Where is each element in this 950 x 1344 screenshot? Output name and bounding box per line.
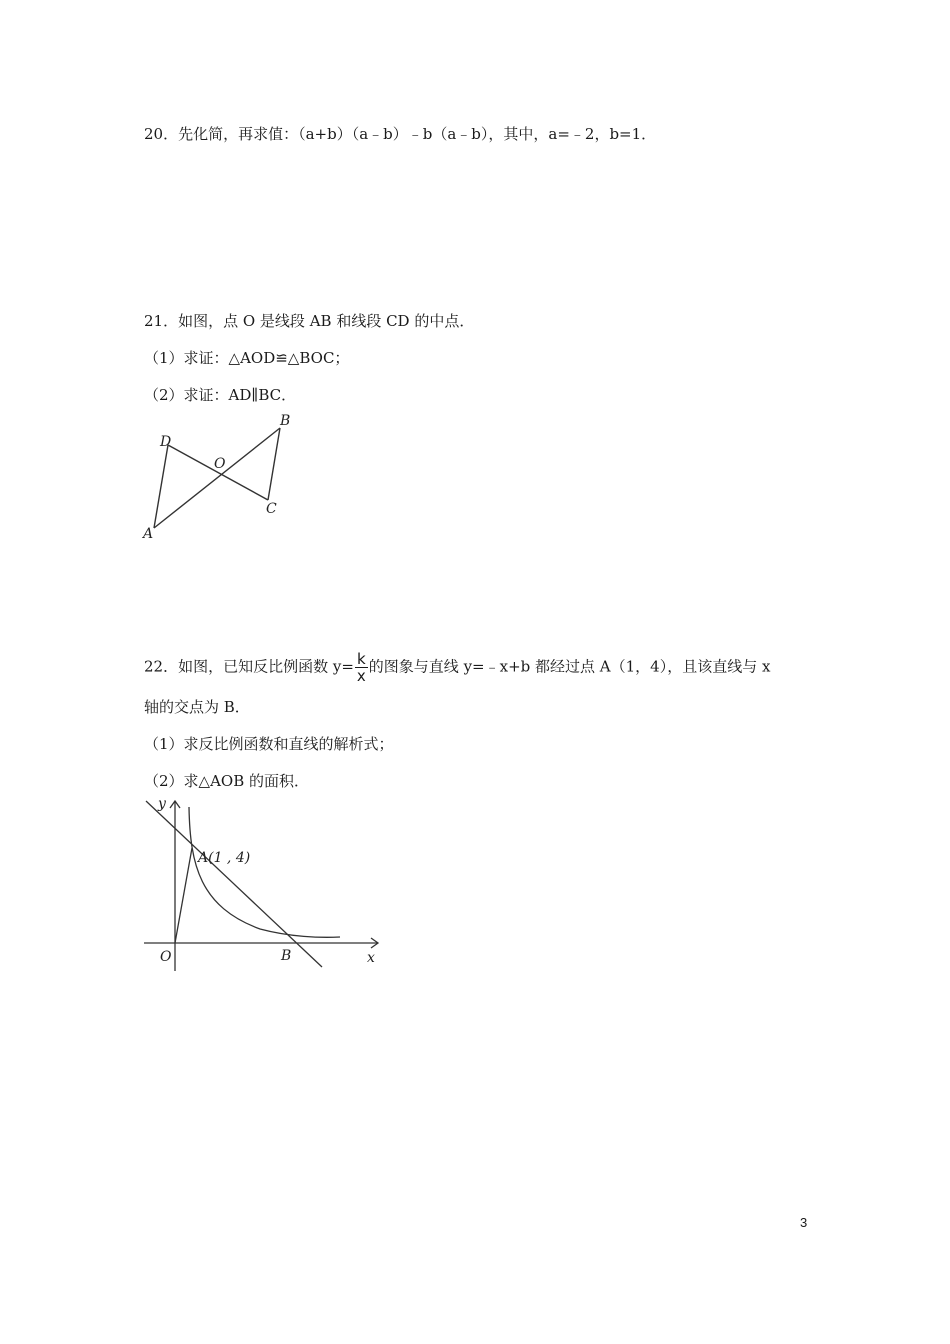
q22-part1: （1）求反比例函数和直线的解析式； — [144, 735, 394, 753]
q22-stem-line1 — [144, 651, 770, 684]
label-x: x — [367, 950, 375, 966]
label-b: B — [280, 413, 291, 429]
q21-figure — [140, 405, 310, 545]
q22-stem-after: 的图象与直线 y=﹣x+b 都经过点 A（1，4），且该直线与 x — [368, 657, 771, 676]
hyperbola-curve — [189, 807, 340, 937]
q20-text: 20．先化简，再求值：（a+b）（a﹣b）﹣b（a﹣b），其中，a=﹣2，b=1． — [144, 125, 657, 143]
label-d: D — [160, 434, 172, 450]
segment-ab — [154, 428, 280, 528]
label-b-point: B — [281, 948, 292, 964]
q21-stem: 21．如图，点 O 是线段 AB 和线段 CD 的中点． — [144, 312, 475, 330]
q22-stem-before: 22．如图，已知反比例函数 y= — [144, 657, 354, 676]
page-number: 3 — [800, 1215, 808, 1230]
q22-part2: （2）求△AOB 的面积． — [144, 772, 310, 790]
line-y-neg-x-plus-b — [146, 801, 322, 967]
label-o: O — [214, 456, 226, 472]
segment-oa — [175, 848, 192, 943]
label-origin: O — [160, 949, 172, 965]
q22-figure — [140, 795, 385, 975]
q21-part2: （2）求证：AD∥BC． — [144, 386, 297, 404]
segment-da — [154, 445, 168, 528]
segment-dc — [168, 445, 268, 500]
q22-stem-line2: 轴的交点为 B． — [144, 698, 250, 716]
fraction-denominator: x — [356, 667, 366, 685]
label-y: y — [158, 796, 166, 812]
segment-bc — [268, 428, 280, 500]
label-a-point: A(1 , 4) — [198, 850, 251, 866]
fraction-k-over-x — [355, 651, 368, 684]
label-c: C — [266, 501, 277, 517]
fraction-numerator: k — [355, 651, 368, 668]
q21-part1: （1）求证：△AOD≌△BOC； — [144, 349, 350, 367]
label-a: A — [143, 526, 154, 542]
